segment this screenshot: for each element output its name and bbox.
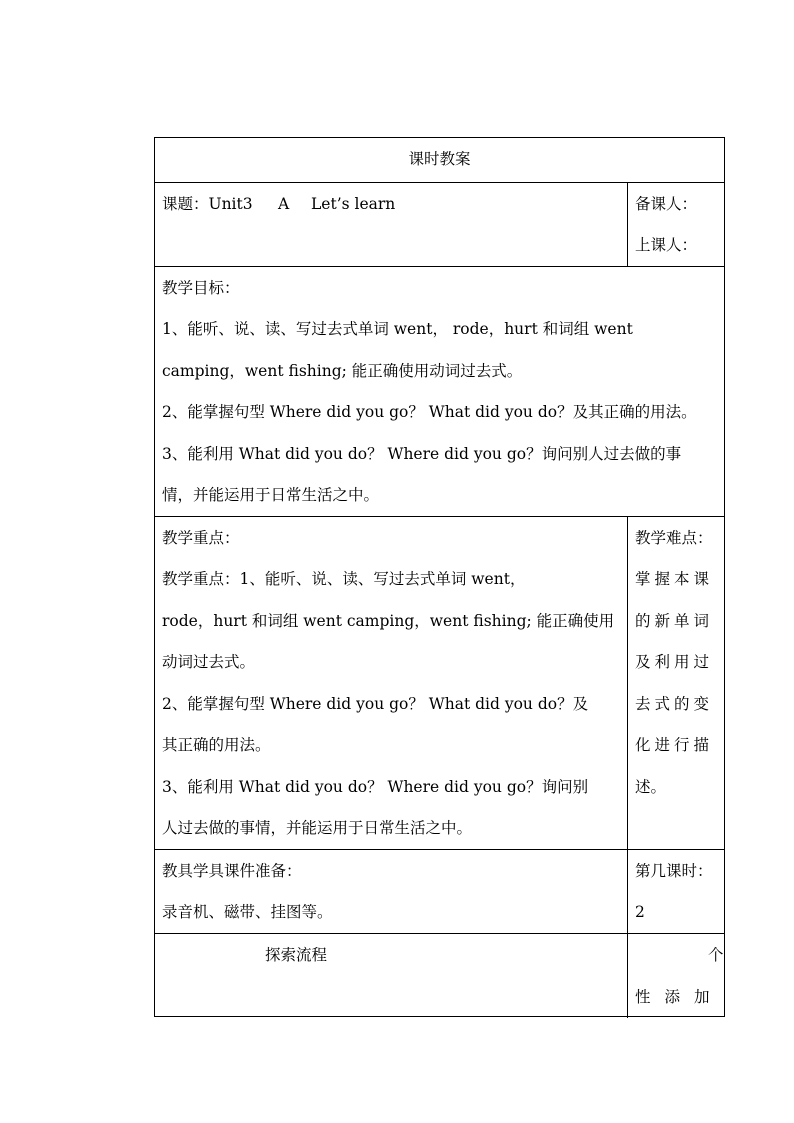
row-divider-keypoints [155,849,724,850]
topic-part: A [278,195,290,213]
row-divider-title [155,182,724,183]
objectives-line: 情，并能运用于日常生活之中。 [162,486,380,504]
keypoints-line: rode，hurt 和词组 went camping，went fishing; 能正确使用 [162,612,615,630]
topic-lesson: Let’s learn [311,195,396,213]
topic-label: 课题：Unit3 [162,195,253,213]
materials-content: 录音机、磁带、挂图等。 [162,903,333,921]
keypoints-line: 人过去做的事情，并能运用于日常生活之中。 [162,819,473,837]
difficulties-line: 及利用过 [635,653,714,671]
process-heading: 探索流程 [265,946,328,964]
materials-heading: 教具学具课件准备： [162,862,302,880]
objectives-line: camping，went fishing; 能正确使用动词过去式。 [162,362,523,380]
teacher-label: 上课人： [635,236,698,254]
process-side-top: 个 [708,946,724,964]
row-divider-materials [155,933,724,934]
objectives-heading: 教学目标： [162,279,240,297]
preparer-label [635,194,711,214]
row-divider-topic [155,266,724,267]
row-divider-objectives [155,516,724,517]
keypoints-line: 2、能掌握句型 Where did you go？ What did you do？及 [162,695,589,713]
objectives-line: 3、能利用 What did you do？ Where did you go？询问别人过去做的事 [162,445,682,463]
col-divider-topic [627,182,628,266]
col-divider-lower [627,516,628,1018]
keypoints-line: 教学重点：1、能听、说、读、写过去式单词 went， [162,570,526,588]
keypoints-line: 3、能利用 What did you do？ Where did you go？询问别 [162,778,589,796]
difficulties-line: 去式的变 [635,695,714,713]
keypoints-line: 其正确的用法。 [162,736,271,754]
period-value: 2 [635,903,645,921]
process-side-bottom: 性添加 [635,988,724,1006]
preparer-text: 备课人： [635,195,698,213]
page-title: 课时教案 [408,150,471,168]
difficulties-line: 化进行描 [635,736,714,754]
period-label: 第几课时： [635,862,713,880]
difficulties-line: 掌握本课 [635,570,714,588]
difficulties-line: 述。 [635,778,667,796]
objectives-line: 1、能听、说、读、写过去式单词 went， rode，hurt 和词组 went [162,320,633,338]
difficulties-heading: 教学难点： [635,529,713,547]
difficulties-line: 的新单词 [635,612,714,630]
keypoints-line: 动词过去式。 [162,653,256,671]
keypoints-heading: 教学重点： [162,529,240,547]
lesson-plan-table [154,137,725,1017]
objectives-line: 2、能掌握句型 Where did you go？ What did you do？及其正确的用法。 [162,403,697,421]
